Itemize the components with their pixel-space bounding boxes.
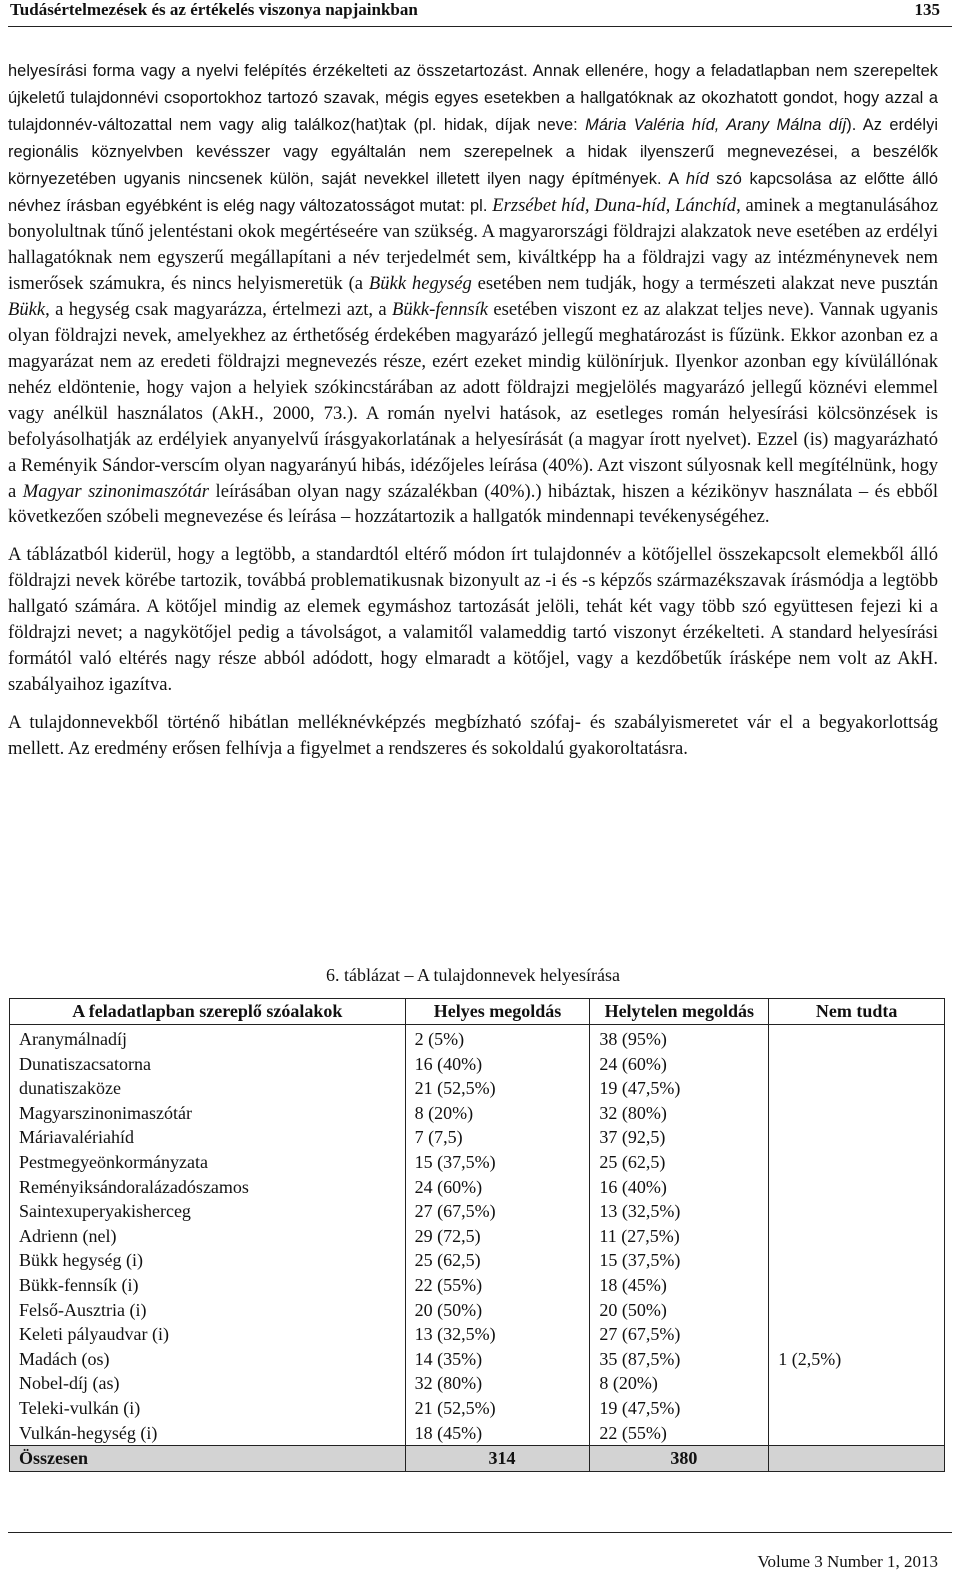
paragraph-1-span: Bükk hegység (368, 273, 472, 295)
column-header-correct: Helyes megoldás (405, 999, 590, 1025)
cell-wordform: Keleti pályaudvar (i) (10, 1322, 406, 1347)
cell-wordform: Reményiksándoralázadószamos (10, 1175, 406, 1200)
header-title: Tudásértelmezések és az értékelés viszonya napjainkban (10, 0, 418, 19)
paragraph-1-span: Magyar szinonimaszótár (22, 480, 210, 502)
cell-correct: 27 (67,5%) (405, 1199, 590, 1224)
cell-incorrect: 19 (47,5%) (590, 1396, 769, 1421)
page-number: 135 (914, 0, 940, 19)
cell-wordform: Dunatiszacsatorna (10, 1052, 406, 1077)
column-header-wordforms: A feladatlapban szereplő szóalakok (10, 999, 406, 1025)
cell-incorrect: 38 (95%) (590, 1025, 769, 1052)
cell-incorrect: 15 (37,5%) (590, 1248, 769, 1273)
paragraph-1-span: leírásában olyan nagy százalékban (40%).) hibáztak, hiszen a kézikönyv használata – és ebből következően szóbeli megnevezése és leírása – hozzátartozik a hallgatók mindennapi tevékenységéhez. (8, 480, 938, 528)
table-total-row (10, 1446, 945, 1472)
cell-wordform: Aranymálnadíj (10, 1025, 406, 1052)
cell-correct: 13 (32,5%) (405, 1322, 590, 1347)
cell-wordform: Madách (os) (10, 1347, 406, 1372)
cell-correct: 2 (5%) (405, 1025, 590, 1052)
cell-didnt-know (769, 1052, 945, 1077)
body-text (8, 58, 938, 774)
cell-didnt-know (769, 1273, 945, 1298)
cell-didnt-know (769, 1076, 945, 1101)
cell-wordform: Saintexuperyakisherceg (10, 1199, 406, 1224)
cell-incorrect: 11 (27,5%) (590, 1224, 769, 1249)
cell-correct: 22 (55%) (405, 1273, 590, 1298)
table-row (10, 1101, 945, 1126)
cell-didnt-know (769, 1371, 945, 1396)
table-row (10, 1076, 945, 1101)
cell-correct: 32 (80%) (405, 1371, 590, 1396)
cell-didnt-know (769, 1101, 945, 1126)
cell-incorrect: 18 (45%) (590, 1273, 769, 1298)
cell-wordform: Máriavalériahíd (10, 1125, 406, 1150)
cell-didnt-know (769, 1175, 945, 1200)
cell-correct: 18 (45%) (405, 1421, 590, 1446)
cell-incorrect: 20 (50%) (590, 1298, 769, 1323)
cell-correct: 29 (72,5) (405, 1224, 590, 1249)
column-header-didnt-know: Nem tudta (769, 999, 945, 1025)
paragraph-1-span: Erzsébet híd, Duna-híd, Lánchíd (492, 194, 737, 216)
table-row (10, 1396, 945, 1421)
cell-incorrect: 27 (67,5%) (590, 1322, 769, 1347)
cell-correct: 21 (52,5%) (405, 1396, 590, 1421)
cell-incorrect: 37 (92,5) (590, 1125, 769, 1150)
cell-incorrect: 32 (80%) (590, 1101, 769, 1126)
cell-wordform: Felső-Ausztria (i) (10, 1298, 406, 1323)
cell-correct: 15 (37,5%) (405, 1150, 590, 1175)
column-header-incorrect: Helytelen megoldás (590, 999, 769, 1025)
paragraph-1 (8, 58, 938, 530)
header-rule (8, 26, 952, 27)
cell-didnt-know: 1 (2,5%) (769, 1347, 945, 1372)
paragraph-1-span: Bükk (8, 299, 46, 321)
paragraph-1-span: Az erdélyi regionális köznyelvben kevésszer vagy egyáltalán nem szerepelnek a hidak ilyenszerű megnevezései, a beszélők környezetében ugyanis nincsenek külön, saját nevekkel illetett ilyen nagy építmények. A (8, 115, 939, 188)
total-label: Összesen (10, 1446, 406, 1472)
cell-didnt-know (769, 1396, 945, 1421)
cell-correct: 24 (60%) (405, 1175, 590, 1200)
cell-incorrect: 16 (40%) (590, 1175, 769, 1200)
cell-incorrect: 13 (32,5%) (590, 1199, 769, 1224)
paragraph-2: A táblázatból kiderül, hogy a legtöbb, a standardtól eltérő módon írt tulajdonnév a kötőjellel összekapcsolt elemekből álló földrajzi nevek körébe tartozik, továbbá problematikusnak bizonyult az -i és -s képzős származékszavak írásmódja a legtöbb hallgató számára. A kötőjel mindig az elemek egymáshoz tartozását jelöli, tehát két vagy több szó együttesen fejezi ki a földrajzi nevet; a nagykötőjel pedig a távolságot, a valamitől valameddig tartó viszonyt érzékelteti. A standard helyesírási formától való eltérés nagy része abból adódott, hogy elmaradt a kötőjel, vagy a kezdőbetűk írásképe nem volt az AkH. szabályaihoz igazítva. (8, 544, 938, 695)
footer-rule (8, 1532, 952, 1533)
cell-didnt-know (769, 1322, 945, 1347)
cell-correct: 8 (20%) (405, 1101, 590, 1126)
table-row (10, 1347, 945, 1372)
cell-correct: 20 (50%) (405, 1298, 590, 1323)
cell-incorrect: 35 (87,5%) (590, 1347, 769, 1372)
total-incorrect: 380 (590, 1446, 769, 1472)
footer-volume: Volume 3 Number 1, 2013 (757, 1552, 938, 1571)
cell-didnt-know (769, 1248, 945, 1273)
paragraph-1-span: Bükk-fennsík (392, 299, 489, 321)
table-header-row (10, 999, 945, 1025)
cell-didnt-know (769, 1298, 945, 1323)
paragraph-1-span: esetében nem tudják, hogy a természeti alakzat neve pusztán (471, 273, 938, 295)
cell-wordform: Magyarszinonimaszótár (10, 1101, 406, 1126)
paragraph-1-span: esetében viszont ez az alakzat teljes neve). Vannak ugyanis olyan földrajzi nevek, amelyekhez az érthetőség érdekében magyarázó jellegű meghatározást is fűzünk. Ekkor azonban ez a magyarázat nem az eredeti földrajzi megnevezés része, ezért ezeket mindig különírjuk. Ilyenkor azonban egy kívülállónak nehéz eldöntenie, hogy vajon a helyiek szókincstárában az adott földrajzi megjelölés magyarázó jellegű köznévi elemmel vagy anélkül használatos (AkH., 2000, 73.). A román nyelvi hatások, az esetleges román helyesírási kölcsönzések is befolyásolhatják az erdélyiek anyanyelvű írásgyakorlatának a helyesírását (a magyar írott nyelvet). Ezzel (is) magyarázható a Reményik Sándor-verscím olyan nagyarányú hibás, idézőjeles leírása (40%). Azt viszont súlyosnak kell megítélnünk, hogy a (8, 299, 938, 502)
table-row (10, 1371, 945, 1396)
total-didnt-know (769, 1446, 945, 1472)
table-row (10, 1224, 945, 1249)
table-row (10, 1322, 945, 1347)
table-row (10, 1025, 945, 1052)
cell-didnt-know (769, 1025, 945, 1052)
table-row (10, 1150, 945, 1175)
cell-wordform: Adrienn (nel) (10, 1224, 406, 1249)
table-row (10, 1125, 945, 1150)
running-header (8, 0, 952, 30)
paragraph-1-span: Mária Valéria híd, Arany Málna díj (585, 115, 847, 134)
cell-didnt-know (769, 1421, 945, 1446)
cell-incorrect: 19 (47,5%) (590, 1076, 769, 1101)
cell-correct: 16 (40%) (405, 1052, 590, 1077)
paragraph-1-span: , a hegység csak magyarázza, értelmezi azt, a (45, 299, 392, 321)
cell-correct: 7 (7,5) (405, 1125, 590, 1150)
paragraph-1-span: híd (685, 169, 709, 188)
cell-incorrect: 24 (60%) (590, 1052, 769, 1077)
table-row (10, 1421, 945, 1446)
cell-correct: 21 (52,5%) (405, 1076, 590, 1101)
paragraph-3: A tulajdonnevekből történő hibátlan melléknévképzés megbízható szófaj- és szabályismeretet vár el a begyakorlottság mellett. Az eredmény erősen felhívja a figyelmet a rendszeres és sokoldalú gyakoroltatásra. (8, 711, 938, 759)
table-row (10, 1175, 945, 1200)
total-correct: 314 (405, 1446, 590, 1472)
table-row (10, 1248, 945, 1273)
cell-wordform: Teleki-vulkán (i) (10, 1396, 406, 1421)
paragraph-1-span: helyesírási forma vagy a nyelvi felépítés érzékelteti az összetartozást. Annak ellenére, hogy a feladatlapban nem szerepeltek újkeletű tulajdonnévi csoportokhoz tartozó szavak, mégis egyes esetekben a hallgatóknak az okozhatott gondot, hogy azzal a tulajdonnév-változattal nem vagy alig találkoz(hat)tak (pl. hidak, díjak neve: (8, 62, 938, 134)
spelling-table (9, 998, 945, 1472)
cell-incorrect: 22 (55%) (590, 1421, 769, 1446)
paragraph-1-span: szó kapcsolása az előtte álló névhez írásban egyébként is elég nagy változatosságot mutat: pl. (8, 169, 938, 215)
paragraph-1-span: , aminek a megtanulásához bonyolultnak tűnő jelentéstani okok megértéseére van szükség. A magyarországi földrajzi alakzatok neve esetében az erdélyi hallagatóknak nem egyszerű megállapítani a név terjedelmét sem, kiváltképp ha a földrajzi vagy az intézménynevek nem ismerősek számukra, és nincs helyismeretük (a (8, 194, 938, 295)
cell-wordform: Vulkán-hegység (i) (10, 1421, 406, 1446)
cell-wordform: Bükk-fennsík (i) (10, 1273, 406, 1298)
cell-wordform: dunatiszaköze (10, 1076, 406, 1101)
table-caption: 6. táblázat – A tulajdonnevek helyesírása (326, 965, 620, 985)
cell-wordform: Pestmegyeönkormányzata (10, 1150, 406, 1175)
paragraph-1-span: ). (846, 115, 863, 134)
cell-incorrect: 8 (20%) (590, 1371, 769, 1396)
table-row (10, 1298, 945, 1323)
cell-wordform: Bükk hegység (i) (10, 1248, 406, 1273)
table-row (10, 1052, 945, 1077)
table-row (10, 1199, 945, 1224)
cell-didnt-know (769, 1199, 945, 1224)
cell-incorrect: 25 (62,5) (590, 1150, 769, 1175)
table-body (10, 1025, 945, 1472)
cell-didnt-know (769, 1150, 945, 1175)
cell-didnt-know (769, 1224, 945, 1249)
cell-correct: 14 (35%) (405, 1347, 590, 1372)
cell-wordform: Nobel-díj (as) (10, 1371, 406, 1396)
cell-didnt-know (769, 1125, 945, 1150)
table-row (10, 1273, 945, 1298)
cell-correct: 25 (62,5) (405, 1248, 590, 1273)
